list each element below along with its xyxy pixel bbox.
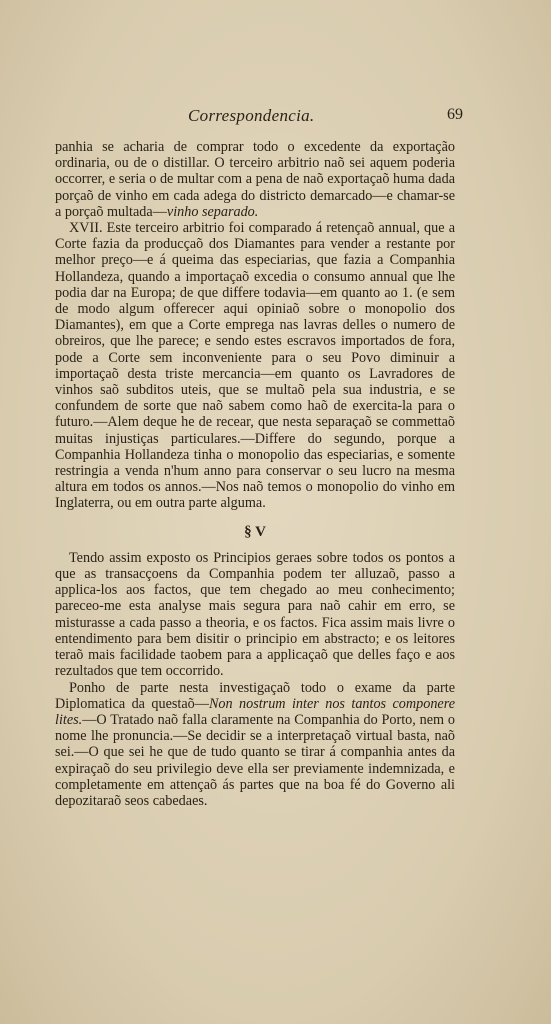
running-title: Correspondencia. xyxy=(188,106,315,125)
paragraph-continuation xyxy=(55,139,455,220)
paragraph-text-after: —O Tratado naõ falla claramente na Companhia do Porto, nem o nome lhe pronuncia.—Se decidir se a interpretaçaõ virtual basta, naõ sei.—O que sei he que de tudo quanto se tirar á companhia antes da expiraçaõ do seu privilegio deve ella ser previamente indemnizada, e completamente em attençaõ ás partes que na boa fé do Governo ali depozitaraõ seos cabedaes. xyxy=(55,711,455,809)
section-heading: § V xyxy=(244,523,266,540)
paragraph-xvii: XVII. Este terceiro arbitrio foi comparado á retençaõ annual, que a Corte fazia da producçaõ dos Diamantes para vender a restante por melhor preço—e á queima das especiarias, que fazia a Companhia Hollandeza, quando a importaçaõ excedia o consumo annual que lhe podia dar na Europa; de que differe todavia—em quanto ao 1. (e sem de modo algum offerecer aqui opiniaõ sobre o monopolio dos Diamantes), em que a Corte emprega nas lavras delles o numero de obreiros, que lhe parece; e sendo estes escravos importados de fora, pode a Corte sem inconveniente para o seu Povo diminuir a importaçaõ desta triste mercancia—em quanto os Lavradores de vinhos saõ subditos uteis, que se multaõ pela sua industria, e se confundem de sorte que naõ sabem como haõ de exercita-la para o futuro.—Alem deque he de recear, que nesta separaçaõ se commettaõ muitas injustiças particulares.—Differe do segundo, porque a Companhia Hollandeza tinha o monopolio das especiarias, e somente restringia a venda n'hum anno para conservar o seu lucro na mesma altura em todos os annos.—Nos naõ temos o monopolio do vinho em Inglaterra, ou em outra parte alguma. xyxy=(55,220,455,512)
latin-quote: Non nostrum inter nos tantos componere lites. xyxy=(55,695,456,728)
paragraph-text-before: Ponho de parte nesta investigaçaõ todo o exame da parte Diplomatica da questaõ— xyxy=(55,679,455,712)
paragraph-principios: Tendo assim exposto os Principios geraes sobre todos os pontos a que as transacçoens da Companhia podem ter alluzaõ, passo a applica-los aos factos, que tem chegado ao meu conhecimento; pareceo-me esta analyse mais segura para naõ cahir em erro, se misturasse a cada passo a theoria, e os factos. Fica assim mais livre o entendimento para bem disitir o principio em abstracto; e os leitores teraõ mais facilidade taobem para a applicaçaõ que delles faço e aos rezultados que tem occorrido. xyxy=(55,549,455,680)
page-header xyxy=(56,106,463,128)
page-body xyxy=(55,139,455,809)
paragraph-text: panhia se acharia de comprar todo o excedente da exportação ordinaria, ou de o distillar. O terceiro arbitrio naõ sei aquem poderia occorrer, e seria o de multar com a pena de naõ exportaçaõ huma dada porçaõ de vinho em cada adega do districto demarcado—e chamar-se a porçaõ multada— xyxy=(55,139,455,220)
page-number: 69 xyxy=(447,106,463,123)
paragraph-italic-tail: vinho separado. xyxy=(166,203,259,220)
paragraph-diplomatica xyxy=(55,680,455,810)
